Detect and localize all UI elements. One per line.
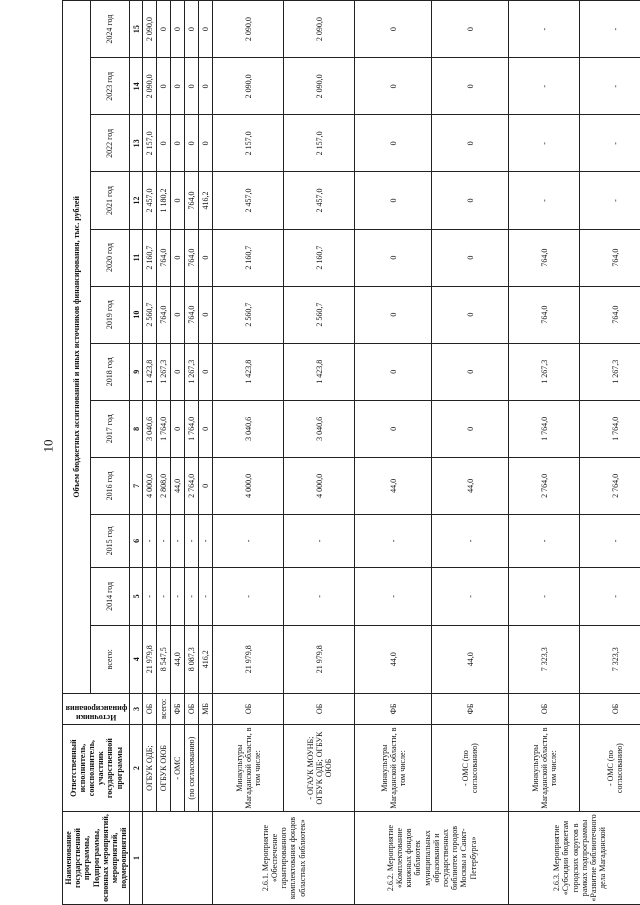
value-cell: 44,0 <box>432 457 509 514</box>
value-cell: - <box>199 567 213 625</box>
table-row <box>199 1 213 905</box>
value-cell: 0 <box>355 400 432 457</box>
value-cell: 0 <box>171 1 185 58</box>
value-cell: - <box>157 514 171 567</box>
responsible-cell <box>199 725 213 812</box>
header-year: 2020 год <box>90 229 130 286</box>
value-cell: 0 <box>185 115 199 172</box>
value-cell: 0 <box>171 58 185 115</box>
value-cell: 2 560,7 <box>284 286 355 343</box>
value-cell: 0 <box>199 457 213 514</box>
value-cell: - <box>509 1 580 58</box>
responsible-cell: - ОМС <box>171 725 185 812</box>
value-cell: 3 040,6 <box>213 400 284 457</box>
measure-name-cell: 2.6.1. Мероприятие «Обеспечение гарантированного комплектования фондов областных библиотек» <box>213 811 355 904</box>
header-year: 2024 год <box>90 1 130 58</box>
value-cell: 0 <box>199 115 213 172</box>
value-cell: - <box>157 567 171 625</box>
value-cell: - <box>509 115 580 172</box>
table-row <box>355 1 432 905</box>
responsible-cell: Минкультуры Магаданской области, в том числе: <box>355 725 432 812</box>
col-number: 4 <box>130 625 143 693</box>
value-cell: - <box>580 115 640 172</box>
value-cell: 2 090,0 <box>213 1 284 58</box>
value-cell: 0 <box>171 115 185 172</box>
value-cell: 0 <box>157 115 171 172</box>
value-cell: - <box>213 567 284 625</box>
value-cell: 44,0 <box>432 625 509 693</box>
value-cell: - <box>432 514 509 567</box>
col-number: 5 <box>130 567 143 625</box>
value-cell: 21 979,8 <box>213 625 284 693</box>
source-cell: всего: <box>157 693 171 725</box>
col-number: 11 <box>130 229 143 286</box>
value-cell: 2 090,0 <box>143 1 157 58</box>
col-number: 13 <box>130 115 143 172</box>
page-number: 10 <box>40 439 56 453</box>
value-cell: 0 <box>432 1 509 58</box>
header-year: 2018 год <box>90 343 130 400</box>
value-cell: 0 <box>199 1 213 58</box>
header-name: Наименование государственной программы, Подпрограммы, основных мероприятий, мероприятий, подмероприятий <box>63 811 130 904</box>
value-cell: 2 157,0 <box>284 115 355 172</box>
value-cell: - <box>185 567 199 625</box>
value-cell: 8 547,5 <box>157 625 171 693</box>
value-cell: 2 457,0 <box>213 172 284 229</box>
col-number: 8 <box>130 400 143 457</box>
value-cell: 0 <box>157 58 171 115</box>
value-cell: 2 764,0 <box>580 457 640 514</box>
value-cell: 0 <box>199 58 213 115</box>
value-cell: 416,2 <box>199 172 213 229</box>
source-cell: МБ <box>199 693 213 725</box>
value-cell: - <box>580 172 640 229</box>
value-cell: - <box>509 567 580 625</box>
value-cell: 0 <box>432 115 509 172</box>
value-cell: 2 764,0 <box>185 457 199 514</box>
responsible-cell: - ОГАУК МОУНБ; ОГБУК ОДБ; ОГБУК ОЮБ <box>284 725 355 812</box>
source-cell: ОБ <box>509 693 580 725</box>
value-cell: 0 <box>199 286 213 343</box>
source-cell: ОБ <box>580 693 640 725</box>
value-cell: 0 <box>432 58 509 115</box>
responsible-cell: - ОМС (по согласованию) <box>432 725 509 812</box>
value-cell: - <box>580 514 640 567</box>
value-cell: - <box>580 58 640 115</box>
col-number: 6 <box>130 514 143 567</box>
value-cell: 0 <box>432 400 509 457</box>
value-cell: - <box>171 514 185 567</box>
value-cell: - <box>355 567 432 625</box>
value-cell: 1 764,0 <box>185 400 199 457</box>
value-cell: - <box>355 514 432 567</box>
responsible-cell: ОГБУК ОЮБ <box>157 725 171 812</box>
value-cell: - <box>432 567 509 625</box>
value-cell: 8 087,3 <box>185 625 199 693</box>
value-cell: 0 <box>171 343 185 400</box>
source-cell: ФБ <box>432 693 509 725</box>
name-cell-empty <box>143 811 213 904</box>
source-cell: ОБ <box>213 693 284 725</box>
value-cell: 2 090,0 <box>284 58 355 115</box>
value-cell: 44,0 <box>355 457 432 514</box>
value-cell: 2 160,7 <box>213 229 284 286</box>
value-cell: - <box>185 514 199 567</box>
value-cell: 764,0 <box>509 229 580 286</box>
value-cell: 21 979,8 <box>143 625 157 693</box>
responsible-cell: Минкультуры Магаданской области, в том числе: <box>213 725 284 812</box>
source-cell: ФБ <box>355 693 432 725</box>
header-year: 2014 год <box>90 567 130 625</box>
value-cell: 0 <box>355 343 432 400</box>
value-cell: 44,0 <box>355 625 432 693</box>
col-number: 3 <box>130 693 143 725</box>
value-cell: 764,0 <box>157 286 171 343</box>
value-cell: 0 <box>355 115 432 172</box>
value-cell: 44,0 <box>171 457 185 514</box>
value-cell: 1 423,8 <box>284 343 355 400</box>
value-cell: 764,0 <box>580 229 640 286</box>
value-cell: 2 560,7 <box>143 286 157 343</box>
col-number: 1 <box>130 811 143 904</box>
value-cell: 764,0 <box>185 229 199 286</box>
value-cell: 1 267,3 <box>580 343 640 400</box>
value-cell: 764,0 <box>157 229 171 286</box>
value-cell: 2 560,7 <box>213 286 284 343</box>
value-cell: - <box>509 172 580 229</box>
header-year: 2017 год <box>90 400 130 457</box>
value-cell: 2 457,0 <box>143 172 157 229</box>
col-number: 2 <box>130 725 143 812</box>
header-year: 2021 год <box>90 172 130 229</box>
table-row <box>432 1 509 905</box>
value-cell: - <box>284 514 355 567</box>
value-cell: 1 267,3 <box>509 343 580 400</box>
col-number: 9 <box>130 343 143 400</box>
value-cell: 0 <box>355 172 432 229</box>
responsible-cell: - ОМС (по согласованию) <box>580 725 640 812</box>
value-cell: 1 764,0 <box>509 400 580 457</box>
header-year: 2016 год <box>90 457 130 514</box>
value-cell: 1 764,0 <box>157 400 171 457</box>
header-year: 2015 год <box>90 514 130 567</box>
value-cell: 2 808,0 <box>157 457 171 514</box>
value-cell: 2 090,0 <box>284 1 355 58</box>
value-cell: 2 157,0 <box>213 115 284 172</box>
header-responsible: Ответственный исполнитель, соисполнитель, участник государственной программы <box>63 725 130 812</box>
value-cell: 2 457,0 <box>284 172 355 229</box>
budget-table-sheet <box>62 0 625 905</box>
table-row <box>509 1 580 905</box>
source-cell: ОБ <box>284 693 355 725</box>
source-cell: ФБ <box>171 693 185 725</box>
header-year: 2023 год <box>90 58 130 115</box>
value-cell: 0 <box>432 172 509 229</box>
table-row <box>171 1 185 905</box>
value-cell: 764,0 <box>580 286 640 343</box>
value-cell: - <box>580 1 640 58</box>
value-cell: 4 000,0 <box>213 457 284 514</box>
value-cell: 2 160,7 <box>143 229 157 286</box>
value-cell: 2 090,0 <box>143 58 157 115</box>
value-cell: 416,2 <box>199 625 213 693</box>
value-cell: - <box>213 514 284 567</box>
table-row <box>143 1 157 905</box>
table-row <box>185 1 199 905</box>
responsible-cell: ОГБУК ОДБ; <box>143 725 157 812</box>
value-cell: - <box>171 567 185 625</box>
value-cell: 2 764,0 <box>509 457 580 514</box>
measure-name-cell: 2.6.2. Мероприятие «Комплектование книжных фондов библиотек муниципальных образований и государственных библиотек городов Москвы и Санкт-Петербурга» <box>355 811 509 904</box>
table-row <box>213 1 284 905</box>
value-cell: 764,0 <box>185 172 199 229</box>
header-total: всего: <box>90 625 130 693</box>
value-cell: 0 <box>355 286 432 343</box>
source-cell: ОБ <box>185 693 199 725</box>
value-cell: 3 040,6 <box>284 400 355 457</box>
table-row <box>157 1 171 905</box>
col-number: 7 <box>130 457 143 514</box>
value-cell: 1 423,8 <box>213 343 284 400</box>
header-volume: Объем бюджетных ассигнований и иных источников финансирования, тыс. рублей <box>63 1 91 694</box>
value-cell: 0 <box>199 400 213 457</box>
value-cell: 0 <box>157 1 171 58</box>
value-cell: 44,0 <box>171 625 185 693</box>
value-cell: - <box>143 567 157 625</box>
value-cell: 4 000,0 <box>143 457 157 514</box>
value-cell: 0 <box>185 1 199 58</box>
col-number: 10 <box>130 286 143 343</box>
source-cell: ОБ <box>143 693 157 725</box>
value-cell: - <box>509 514 580 567</box>
value-cell: - <box>580 567 640 625</box>
budget-table <box>62 0 640 905</box>
responsible-cell: (по согласованию) <box>185 725 199 812</box>
value-cell: - <box>284 567 355 625</box>
measure-name-cell: 2.6.3. Мероприятие «Субсидии бюджетам городских округов в рамках подпрограммы «Развитие библиотечного дела Магаданской <box>509 811 640 904</box>
value-cell: 0 <box>432 229 509 286</box>
header-year: 2022 год <box>90 115 130 172</box>
value-cell: 7 323,3 <box>509 625 580 693</box>
responsible-cell: Минкультуры Магаданской области, в том числе: <box>509 725 580 812</box>
header-source-label: Источники финансирования <box>65 704 127 723</box>
value-cell: 2 090,0 <box>213 58 284 115</box>
value-cell: 0 <box>171 400 185 457</box>
value-cell: 764,0 <box>509 286 580 343</box>
value-cell: 3 040,6 <box>143 400 157 457</box>
column-number-row <box>130 1 143 905</box>
table-row <box>284 1 355 905</box>
col-number: 14 <box>130 58 143 115</box>
value-cell: 4 000,0 <box>284 457 355 514</box>
value-cell: 0 <box>171 286 185 343</box>
value-cell: 1 764,0 <box>580 400 640 457</box>
value-cell: 0 <box>171 229 185 286</box>
value-cell: - <box>509 58 580 115</box>
value-cell: 0 <box>185 58 199 115</box>
value-cell: 0 <box>355 1 432 58</box>
value-cell: 1 267,3 <box>157 343 171 400</box>
value-cell: 0 <box>199 343 213 400</box>
header-year: 2019 год <box>90 286 130 343</box>
table-row <box>580 1 640 905</box>
value-cell: 2 160,7 <box>284 229 355 286</box>
col-number: 15 <box>130 1 143 58</box>
value-cell: 21 979,8 <box>284 625 355 693</box>
value-cell: 2 157,0 <box>143 115 157 172</box>
value-cell: 1 267,3 <box>185 343 199 400</box>
value-cell: 0 <box>199 229 213 286</box>
value-cell: 1 423,8 <box>143 343 157 400</box>
value-cell: - <box>143 514 157 567</box>
value-cell: 0 <box>432 343 509 400</box>
value-cell: - <box>199 514 213 567</box>
value-cell: 0 <box>355 229 432 286</box>
value-cell: 0 <box>432 286 509 343</box>
value-cell: 1 180,2 <box>157 172 171 229</box>
value-cell: 7 323,3 <box>580 625 640 693</box>
value-cell: 0 <box>355 58 432 115</box>
col-number: 12 <box>130 172 143 229</box>
header-source <box>63 693 130 725</box>
value-cell: 764,0 <box>185 286 199 343</box>
value-cell: 0 <box>171 172 185 229</box>
